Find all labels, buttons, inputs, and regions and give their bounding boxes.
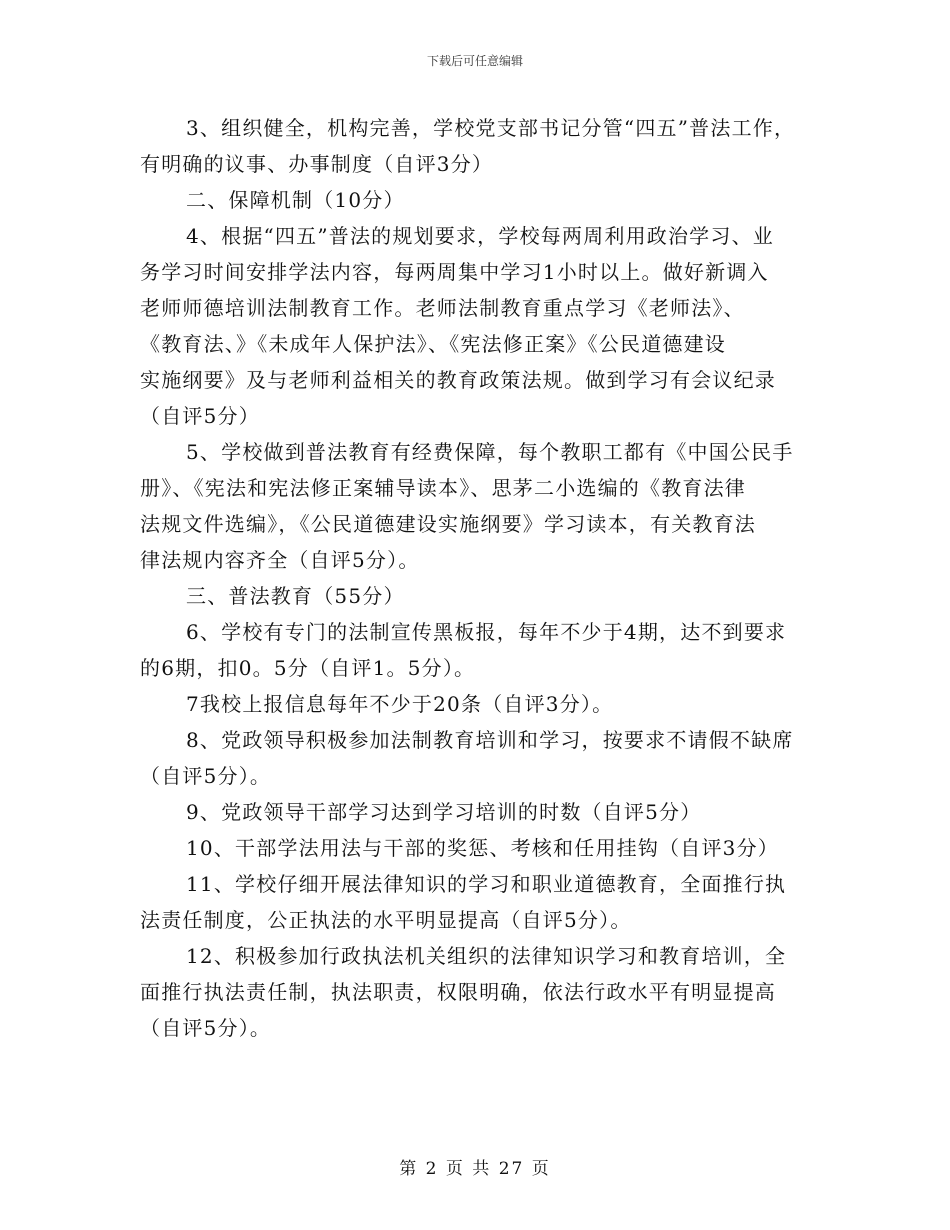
text-line: 10、干部学法用法与干部的奖惩、考核和任用挂钩（自评3分） [186, 836, 779, 860]
text-line: 4、根据“四五”普法的规划要求，学校每两周利用政治学习、业 [186, 224, 774, 248]
text-line: 11、学校仔细开展法律知识的学习和职业道德教育，全面推行执 [186, 872, 787, 896]
text-line: 册》、《宪法和宪法修正案辅导读本》、思茅二小选编的《教育法律 [140, 476, 746, 500]
text-line: 3、组织健全，机构完善，学校党支部书记分管“四五”普法工作， [186, 116, 796, 140]
text-line: （自评5分） [140, 404, 260, 428]
text-line: 老师师德培训法制教育工作。老师法制教育重点学习《老师法》、 [140, 296, 745, 320]
text-line: 法规文件选编》，《公民道德建设实施纲要》学习读本，有关教育法 [140, 512, 756, 536]
text-line: 律法规内容齐全（自评5分）。 [140, 548, 420, 572]
text-line: 面推行执法责任制，执法职责，权限明确，依法行政水平有明显提高 [140, 980, 776, 1004]
text-line: 二、保障机制（10分） [186, 188, 405, 212]
text-line: 5、学校做到普法教育有经费保障，每个教职工都有《中国公民手 [186, 440, 794, 464]
text-line: 实施纲要》及与老师利益相关的教育政策法规。做到学习有会议纪录 [140, 368, 776, 392]
text-line: 9、党政领导干部学习达到学习培训的时数（自评5分） [186, 800, 702, 824]
text-line: 7我校上报信息每年不少于20条（自评3分）。 [186, 692, 614, 716]
page-header: 下载后可任意编辑 [426, 54, 523, 68]
text-line: 法责任制度，公正执法的水平明显提高（自评5分）。 [140, 908, 632, 932]
text-line: 12、积极参加行政执法机关组织的法律知识学习和教育培训，全 [186, 944, 787, 968]
text-line: 三、普法教育（55分） [186, 584, 405, 608]
text-line: 的6期，扣0。5分（自评1。5分）。 [140, 656, 476, 680]
text-line: 8、党政领导积极参加法制教育培训和学习，按要求不请假不缺席 [186, 728, 794, 752]
text-line: （自评5分）。 [140, 764, 272, 788]
text-line: 《教育法、》《未成年人保护法》、《宪法修正案》《公民道德建设 [140, 332, 726, 356]
document-body [140, 110, 820, 1046]
text-line: （自评5分）。 [140, 1016, 272, 1040]
text-line: 务学习时间安排学法内容，每两周集中学习1小时以上。做好新调入 [140, 260, 769, 284]
text-line: 有明确的议事、办事制度（自评3分） [140, 152, 494, 176]
page-footer: 第 2 页 共 27 页 [399, 1159, 551, 1179]
text-line: 6、学校有专门的法制宣传黑板报，每年不少于4期，达不到要求 [186, 620, 787, 644]
